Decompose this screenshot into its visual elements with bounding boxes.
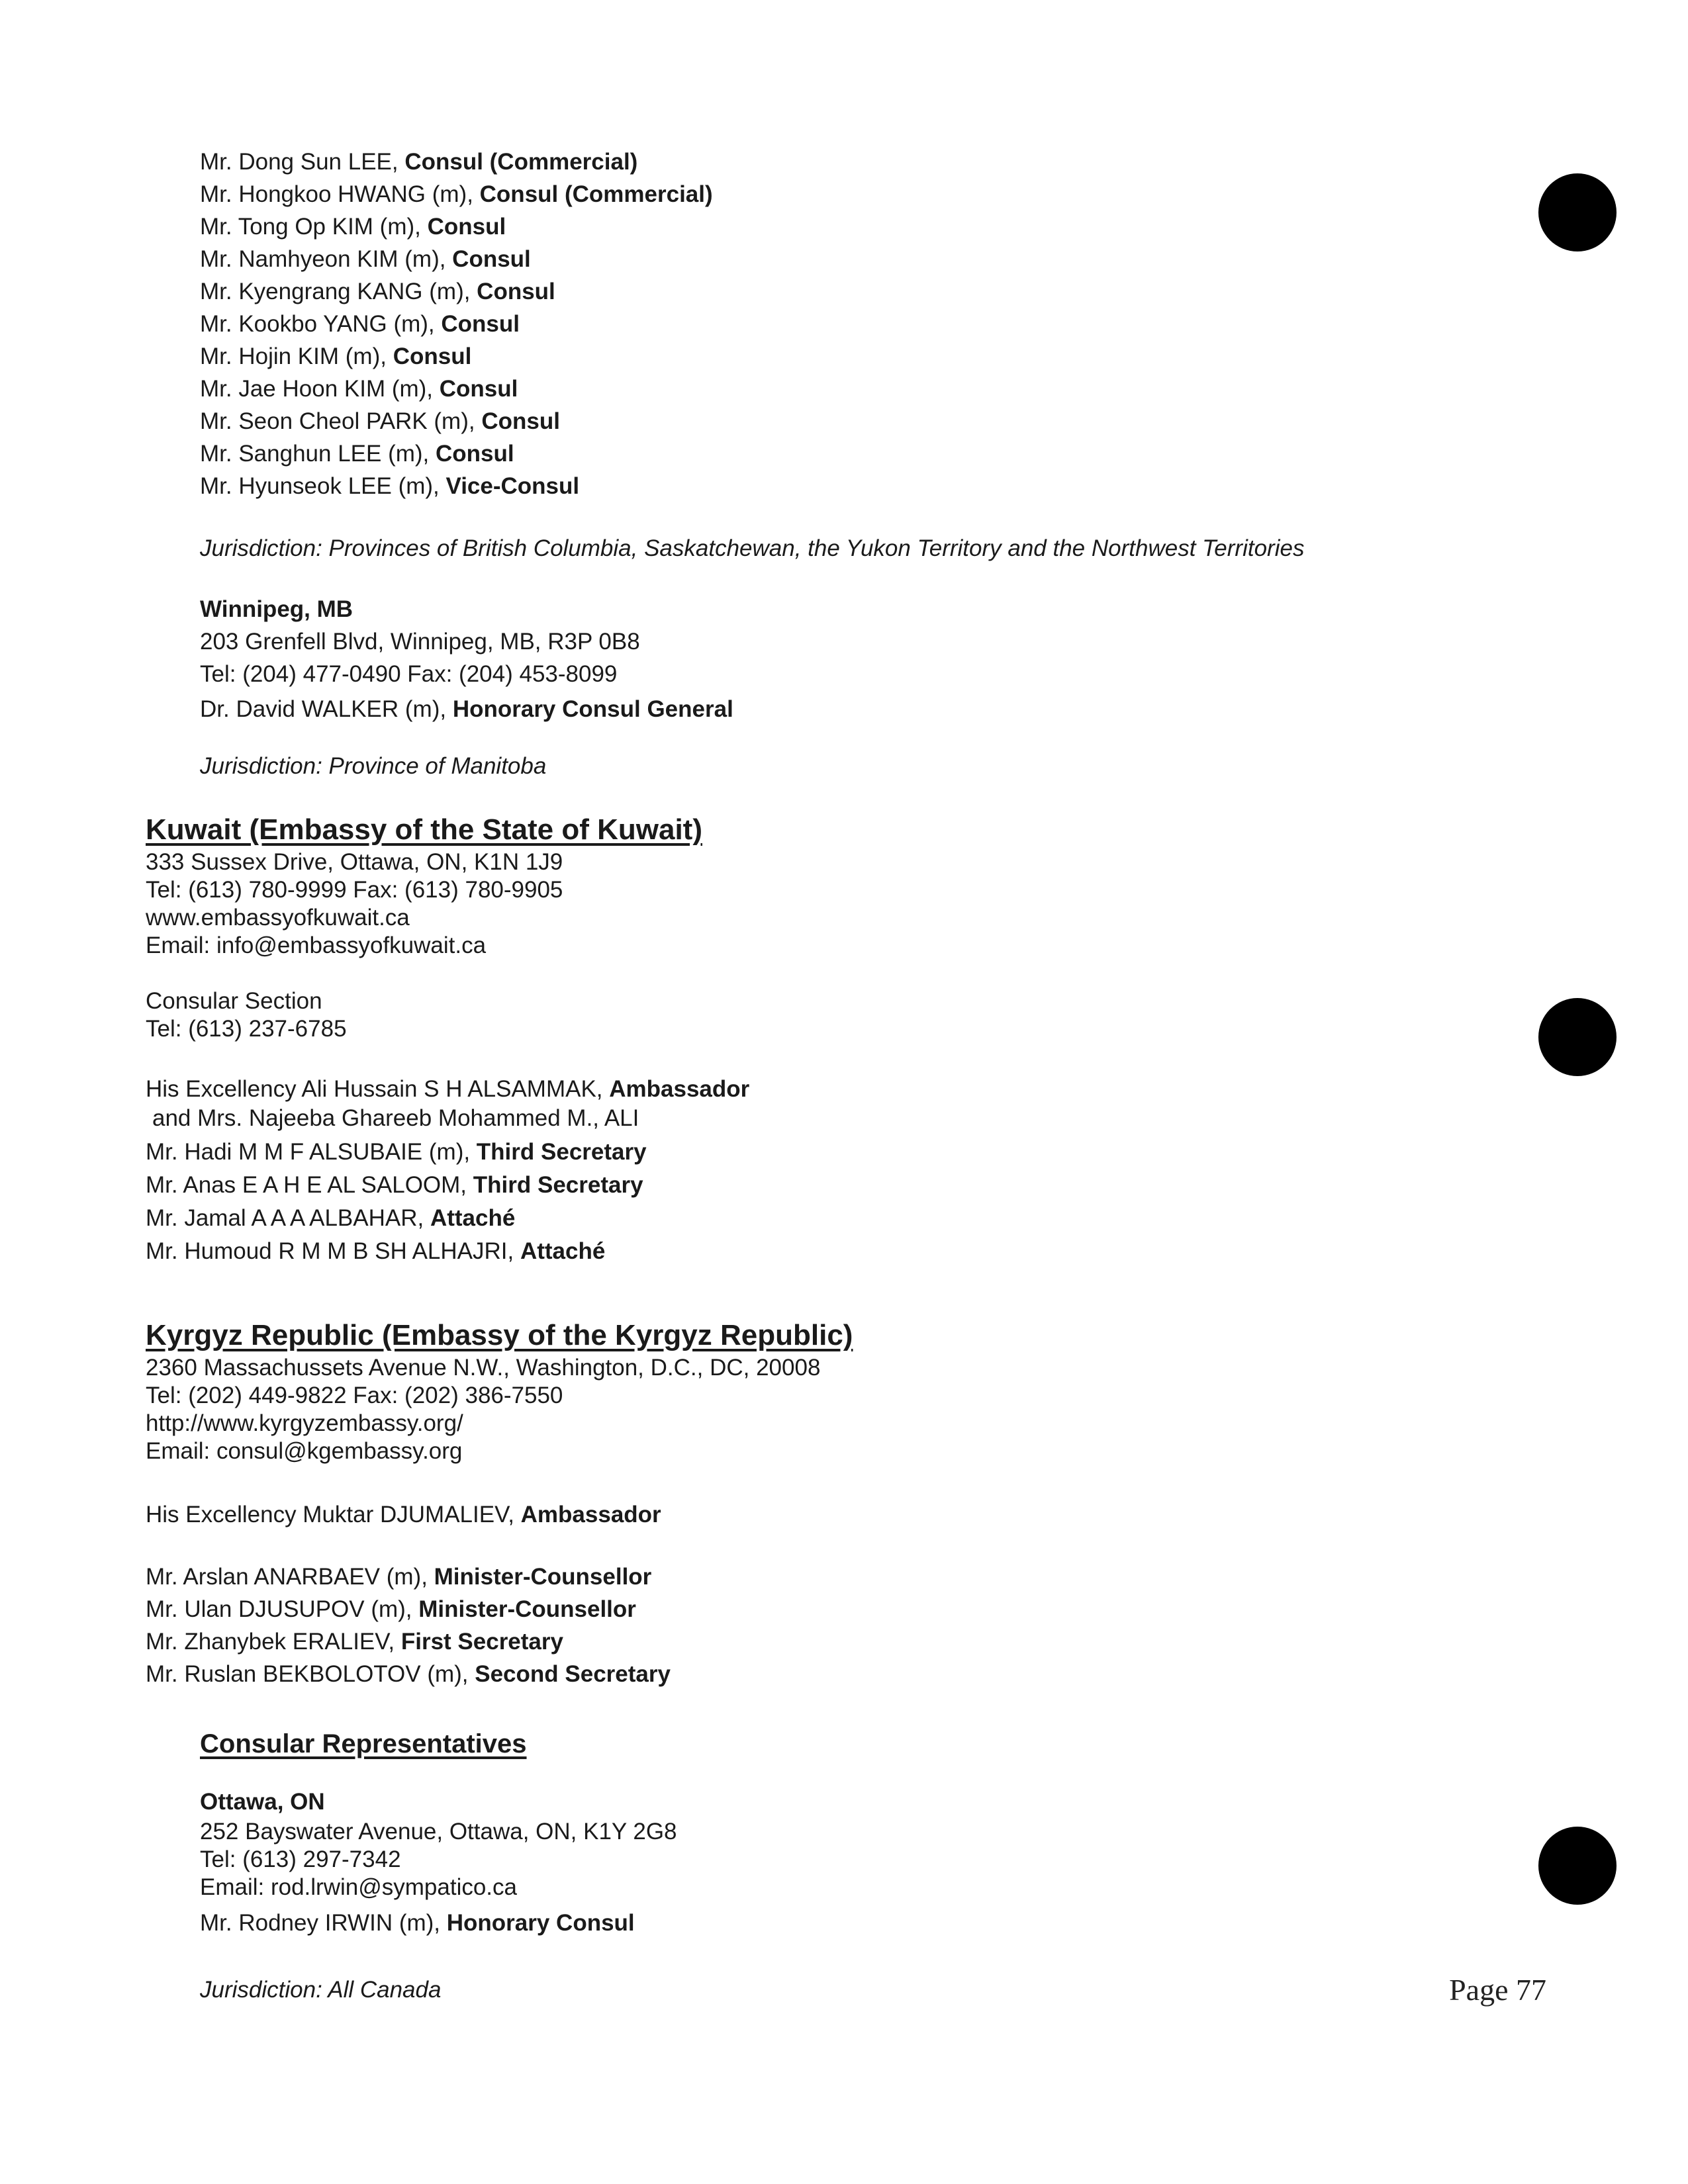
staff-entry: Mr. Jamal A A A ALBAHAR, Attaché — [146, 1205, 516, 1231]
consul-entry: Mr. Hongkoo HWANG (m), Consul (Commercial) — [200, 181, 713, 207]
staff-entry: Mr. Arslan ANARBAEV (m), Minister-Counsellor — [146, 1564, 652, 1590]
email-link[interactable]: Email: info@embassyofkuwait.ca — [146, 933, 487, 958]
consul-entry: Mr. Jae Hoon KIM (m), Consul — [200, 376, 518, 402]
korea-consul-list — [0, 146, 713, 502]
consul-entry: Mr. Namhyeon KIM (m), Consul — [200, 246, 531, 272]
staff-entry: Mr. Ulan DJUSUPOV (m), Minister-Counsellor — [146, 1596, 636, 1622]
ottawa-jurisdiction: Jurisdiction: All Canada — [200, 1977, 442, 2003]
korea-jurisdiction: Jurisdiction: Provinces of British Columbia, Saskatchewan, the Yukon Territory and the Northwest Territories — [200, 535, 1305, 561]
phone: Tel: (613) 297-7342 — [200, 1846, 401, 1872]
kyrgyz-section — [0, 1317, 853, 1690]
address: 203 Grenfell Blvd, Winnipeg, MB, R3P 0B8 — [200, 629, 640, 655]
country-heading: Kyrgyz Republic (Embassy of the Kyrgyz Republic) — [146, 1319, 853, 1351]
winnipeg-consulate — [0, 593, 733, 725]
website-link[interactable]: www.embassyofkuwait.ca — [146, 905, 410, 931]
page-number: Page 77 — [1449, 1973, 1546, 2007]
staff-entry: Mr. Zhanybek ERALIEV, First Secretary — [146, 1629, 563, 1655]
consul-entry: Mr. Kyengrang KANG (m), Consul — [200, 279, 555, 304]
staff-entry: Mr. Ruslan BEKBOLOTOV (m), Second Secretary — [146, 1661, 671, 1687]
city-name: Winnipeg, MB — [200, 596, 353, 622]
consul-entry: Mr. Tong Op KIM (m), Consul — [200, 214, 506, 240]
address: 2360 Massachussets Avenue N.W., Washington, D.C., DC, 20008 — [146, 1355, 821, 1381]
punch-hole-middle — [1538, 998, 1617, 1076]
consul-entry: Mr. Hojin KIM (m), Consul — [200, 343, 472, 369]
country-heading: Kuwait (Embassy of the State of Kuwait) — [146, 813, 702, 846]
address: 252 Bayswater Avenue, Ottawa, ON, K1Y 2G8 — [200, 1819, 677, 1844]
staff-entry: Mr. Anas E A H E AL SALOOM, Third Secretary — [146, 1172, 643, 1198]
consul-entry: Dr. David WALKER (m), Honorary Consul General — [200, 696, 733, 722]
ottawa-consulate — [0, 1786, 677, 1939]
website-link[interactable]: http://www.kyrgyzembassy.org/ — [146, 1410, 463, 1436]
phone-fax: Tel: (613) 780-9999 Fax: (613) 780-9905 — [146, 877, 563, 903]
kuwait-section — [0, 811, 749, 1268]
staff-entry: Mr. Humoud R M M B SH ALHAJRI, Attaché — [146, 1238, 606, 1264]
consul-entry: Mr. Rodney IRWIN (m), Honorary Consul — [200, 1910, 635, 1936]
email-link[interactable]: Email: consul@kgembassy.org — [146, 1438, 463, 1464]
consular-representatives-heading: Consular Representatives — [200, 1729, 527, 1758]
ambassador-entry: His Excellency Muktar DJUMALIEV, Ambassador — [146, 1502, 661, 1527]
consul-entry: Mr. Sanghun LEE (m), Consul — [200, 441, 514, 467]
staff-entry: Mr. Hadi M M F ALSUBAIE (m), Third Secretary — [146, 1139, 647, 1165]
city-name: Ottawa, ON — [200, 1789, 325, 1815]
phone-fax: Tel: (204) 477-0490 Fax: (204) 453-8099 — [200, 661, 618, 687]
punch-hole-top — [1538, 173, 1617, 251]
consul-entry: Mr. Hyunseok LEE (m), Vice-Consul — [200, 473, 580, 499]
email-link[interactable]: Email: rod.lrwin@sympatico.ca — [200, 1874, 517, 1900]
winnipeg-jurisdiction: Jurisdiction: Province of Manitoba — [200, 753, 547, 779]
consular-section-label: Consular Section — [146, 988, 322, 1014]
address: 333 Sussex Drive, Ottawa, ON, K1N 1J9 — [146, 849, 563, 875]
consul-entry: Mr. Dong Sun LEE, Consul (Commercial) — [200, 149, 638, 175]
consular-phone: Tel: (613) 237-6785 — [146, 1016, 347, 1042]
consul-entry: Mr. Seon Cheol PARK (m), Consul — [200, 408, 560, 434]
spouse-entry: and Mrs. Najeeba Ghareeb Mohammed M., ALI — [152, 1105, 639, 1131]
ambassador-entry: His Excellency Ali Hussain S H ALSAMMAK, Ambassador — [146, 1076, 750, 1102]
phone-fax: Tel: (202) 449-9822 Fax: (202) 386-7550 — [146, 1383, 563, 1408]
consul-entry: Mr. Kookbo YANG (m), Consul — [200, 311, 520, 337]
punch-hole-bottom — [1538, 1827, 1617, 1905]
